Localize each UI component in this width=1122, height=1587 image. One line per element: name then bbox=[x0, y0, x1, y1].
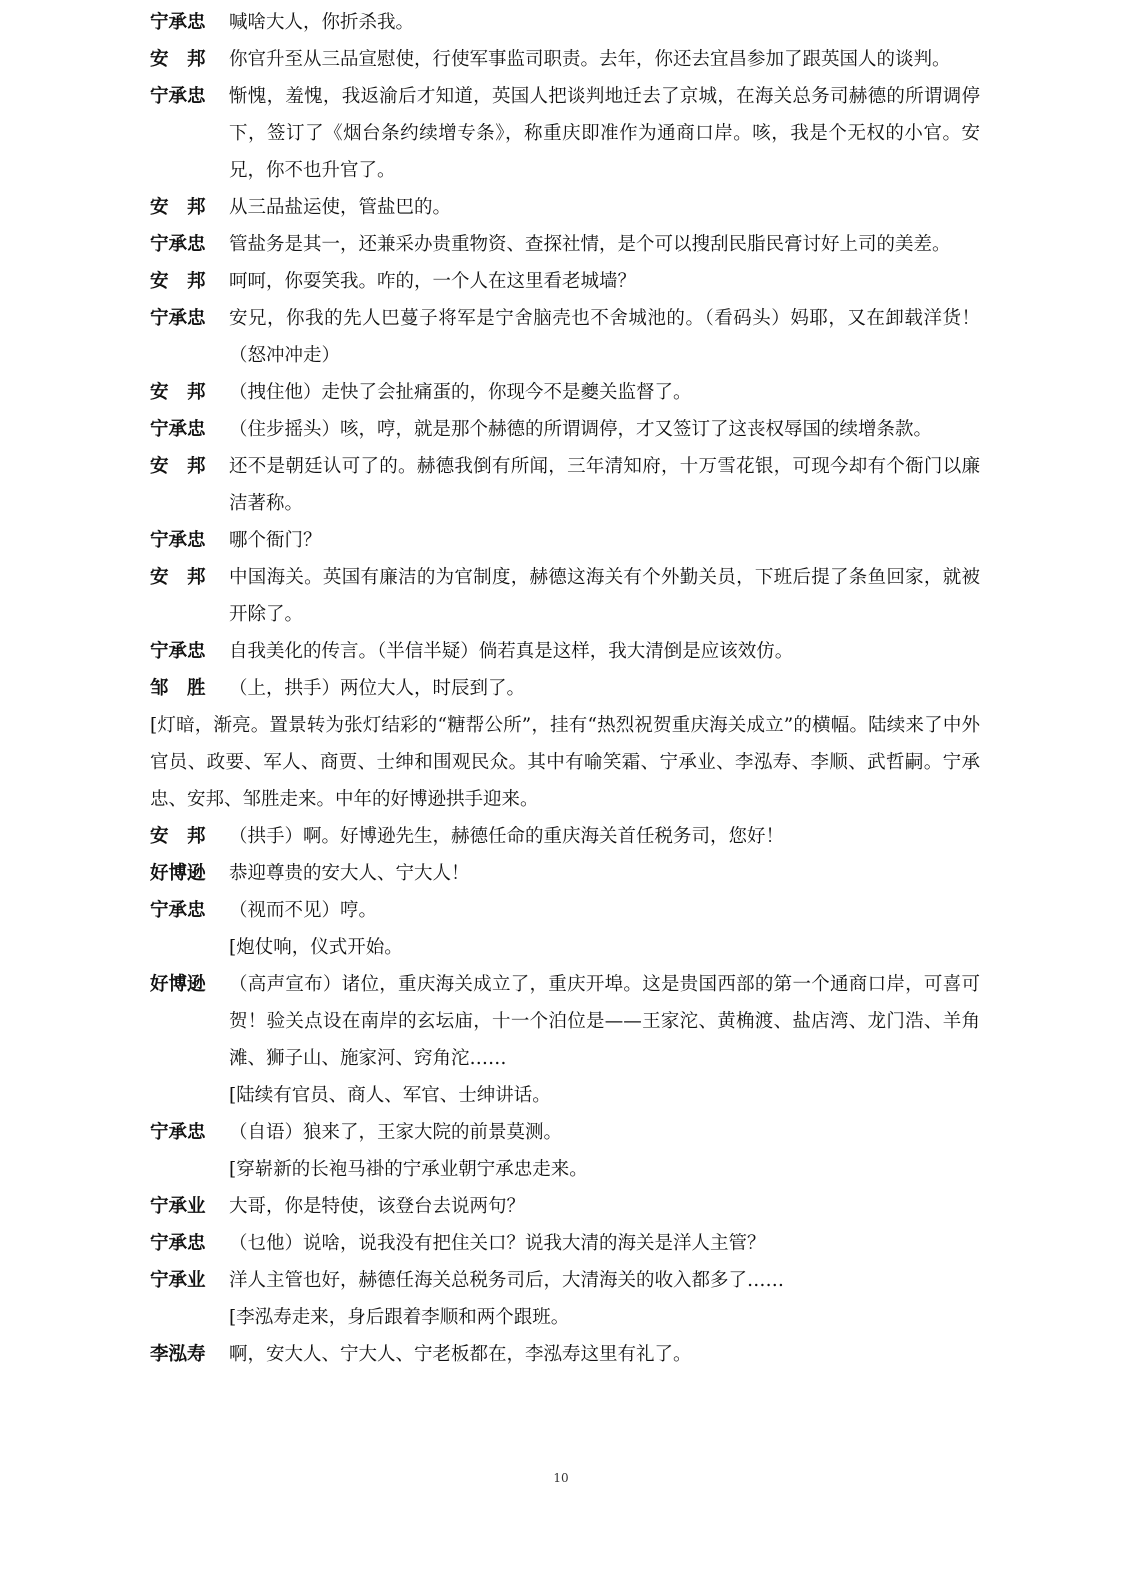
dialogue-entry bbox=[150, 1114, 980, 1151]
speaker-name: 宁承业 bbox=[150, 1270, 206, 1291]
stage-direction bbox=[150, 1299, 980, 1336]
speaker-name: 宁承忠 bbox=[150, 308, 206, 329]
speaker-name: 安 邦 bbox=[150, 382, 206, 403]
dialogue-text: 喊啥大人，你折杀我。 bbox=[229, 12, 415, 33]
dialogue-entry bbox=[150, 448, 980, 522]
speaker-name: 李泓寿 bbox=[150, 1344, 206, 1365]
stage-direction bbox=[150, 1077, 980, 1114]
dialogue-text: （高声宣布）诸位，重庆海关成立了，重庆开埠。这是贵国西部的第一个通商口岸，可喜可贺！验关点设在南岸的玄坛庙，十一个泊位是——王家沱、黄桷渡、盐店湾、龙门浩、羊角滩、狮子山、施家河、窍角沱…… bbox=[229, 974, 980, 1069]
speaker-name: 宁承业 bbox=[150, 1196, 206, 1217]
dialogue-text: （自语）狼来了，王家大院的前景莫测。 bbox=[229, 1122, 563, 1143]
page-number: 10 bbox=[553, 1471, 569, 1485]
speaker-name: 安 邦 bbox=[150, 826, 206, 847]
speaker-name: 安 邦 bbox=[150, 567, 206, 588]
dialogue-section-1 bbox=[150, 4, 980, 707]
speaker-name: 宁承忠 bbox=[150, 1122, 206, 1143]
dialogue-text: 哪个衙门？ bbox=[229, 530, 322, 551]
dialogue-text: 自我美化的传言。（半信半疑）倘若真是这样，我大清倒是应该效仿。 bbox=[229, 641, 794, 662]
dialogue-text: 你官升至从三品宣慰使，行使军事监司职责。去年，你还去宜昌参加了跟英国人的谈判。 bbox=[229, 49, 951, 70]
speaker-name: 宁承忠 bbox=[150, 12, 206, 33]
dialogue-text: 还不是朝廷认可了的。赫德我倒有所闻，三年清知府，十万雪花银，可现今却有个衙门以廉洁著称。 bbox=[229, 456, 980, 514]
dialogue-entry bbox=[150, 300, 980, 374]
dialogue-entry bbox=[150, 1188, 980, 1225]
speaker-name: 好博逊 bbox=[150, 863, 206, 884]
speaker-name: 宁承忠 bbox=[150, 530, 206, 551]
dialogue-entry bbox=[150, 1225, 980, 1262]
dialogue-text: （视而不见）哼。 bbox=[229, 900, 378, 921]
dialogue-text: （住步摇头）咳，哼，就是那个赫德的所谓调停，才又签订了这丧权辱国的续增条款。 bbox=[229, 419, 933, 440]
stage-direction-block: [灯暗，渐亮。置景转为张灯结彩的“糖帮公所”，挂有“热烈祝贺重庆海关成立”的横幅。陆续来了中外官员、政要、军人、商贾、士绅和围观民众。其中有喻笑霜、宁承业、李泓寿、李顺、武哲嗣。宁承忠、安邦、邹胜走来。中年的好博逊拱手迎来。 bbox=[150, 715, 980, 810]
script-body bbox=[150, 4, 980, 1373]
dialogue-entry bbox=[150, 818, 980, 855]
stage-direction bbox=[150, 929, 980, 966]
stage-direction-text: [李泓寿走来，身后跟着李顺和两个跟班。 bbox=[229, 1307, 570, 1328]
speaker-name: 宁承忠 bbox=[150, 900, 206, 921]
speaker-name: 安 邦 bbox=[150, 49, 206, 70]
stage-direction-text: [穿崭新的长袍马褂的宁承业朝宁承忠走来。 bbox=[229, 1159, 588, 1180]
dialogue-entry bbox=[150, 966, 980, 1077]
dialogue-text: 中国海关。英国有廉洁的为官制度，赫德这海关有个外勤关员，下班后提了条鱼回家，就被开除了。 bbox=[229, 567, 980, 625]
dialogue-text: 呵呵，你耍笑我。咋的，一个人在这里看老城墙？ bbox=[229, 271, 637, 292]
speaker-name: 宁承忠 bbox=[150, 641, 206, 662]
dialogue-text: 啊，安大人、宁大人、宁老板都在，李泓寿这里有礼了。 bbox=[229, 1344, 692, 1365]
speaker-name: 宁承忠 bbox=[150, 419, 206, 440]
speaker-name: 安 邦 bbox=[150, 271, 206, 292]
speaker-name: 邹 胜 bbox=[150, 678, 206, 699]
dialogue-text: 从三品盐运使，管盐巴的。 bbox=[229, 197, 452, 218]
dialogue-entry bbox=[150, 41, 980, 78]
stage-direction-text: [陆续有官员、商人、军官、士绅讲话。 bbox=[229, 1085, 551, 1106]
dialogue-entry bbox=[150, 411, 980, 448]
dialogue-text: （上，拱手）两位大人，时辰到了。 bbox=[229, 678, 526, 699]
dialogue-text: （乜他）说啥，说我没有把住关口？说我大清的海关是洋人主管？ bbox=[229, 1233, 766, 1254]
dialogue-entry bbox=[150, 670, 980, 707]
speaker-name: 宁承忠 bbox=[150, 234, 206, 255]
speaker-name: 宁承忠 bbox=[150, 86, 206, 107]
stage-direction-text: [炮仗响，仪式开始。 bbox=[229, 937, 403, 958]
dialogue-entry bbox=[150, 226, 980, 263]
dialogue-text: 恭迎尊贵的安大人、宁大人！ bbox=[229, 863, 470, 884]
dialogue-entry bbox=[150, 189, 980, 226]
dialogue-entry bbox=[150, 263, 980, 300]
dialogue-entry bbox=[150, 374, 980, 411]
dialogue-entry bbox=[150, 892, 980, 929]
dialogue-text: 惭愧，羞愧，我返渝后才知道，英国人把谈判地迁去了京城，在海关总务司赫德的所谓调停下，签订了《烟台条约续增专条》，称重庆即准作为通商口岸。咳，我是个无权的小官。安兄，你不也升官了。 bbox=[229, 86, 980, 181]
stage-direction bbox=[150, 1151, 980, 1188]
dialogue-text: 洋人主管也好，赫德任海关总税务司后，大清海关的收入都多了…… bbox=[229, 1270, 785, 1291]
dialogue-section-2 bbox=[150, 818, 980, 1373]
dialogue-entry bbox=[150, 559, 980, 633]
dialogue-text: 大哥，你是特使，该登台去说两句？ bbox=[229, 1196, 526, 1217]
dialogue-text: （拱手）啊。好博逊先生，赫德任命的重庆海关首任税务司，您好！ bbox=[229, 826, 785, 847]
speaker-name: 安 邦 bbox=[150, 456, 206, 477]
dialogue-entry bbox=[150, 633, 980, 670]
dialogue-entry bbox=[150, 78, 980, 189]
dialogue-entry bbox=[150, 1336, 980, 1373]
dialogue-entry bbox=[150, 522, 980, 559]
speaker-name: 宁承忠 bbox=[150, 1233, 206, 1254]
speaker-name: 好博逊 bbox=[150, 974, 206, 995]
dialogue-entry bbox=[150, 855, 980, 892]
dialogue-text: 管盐务是其一，还兼采办贵重物资、查探社情，是个可以搜刮民脂民膏讨好上司的美差。 bbox=[229, 234, 951, 255]
dialogue-text: （拽住他）走快了会扯痛蛋的，你现今不是夔关监督了。 bbox=[229, 382, 692, 403]
dialogue-text: 安兄，你我的先人巴蔓子将军是宁舍脑壳也不舍城池的。（看码头）妈耶，又在卸载洋货！（怒冲冲走） bbox=[229, 308, 980, 366]
dialogue-entry bbox=[150, 1262, 980, 1299]
speaker-name: 安 邦 bbox=[150, 197, 206, 218]
dialogue-entry bbox=[150, 4, 980, 41]
